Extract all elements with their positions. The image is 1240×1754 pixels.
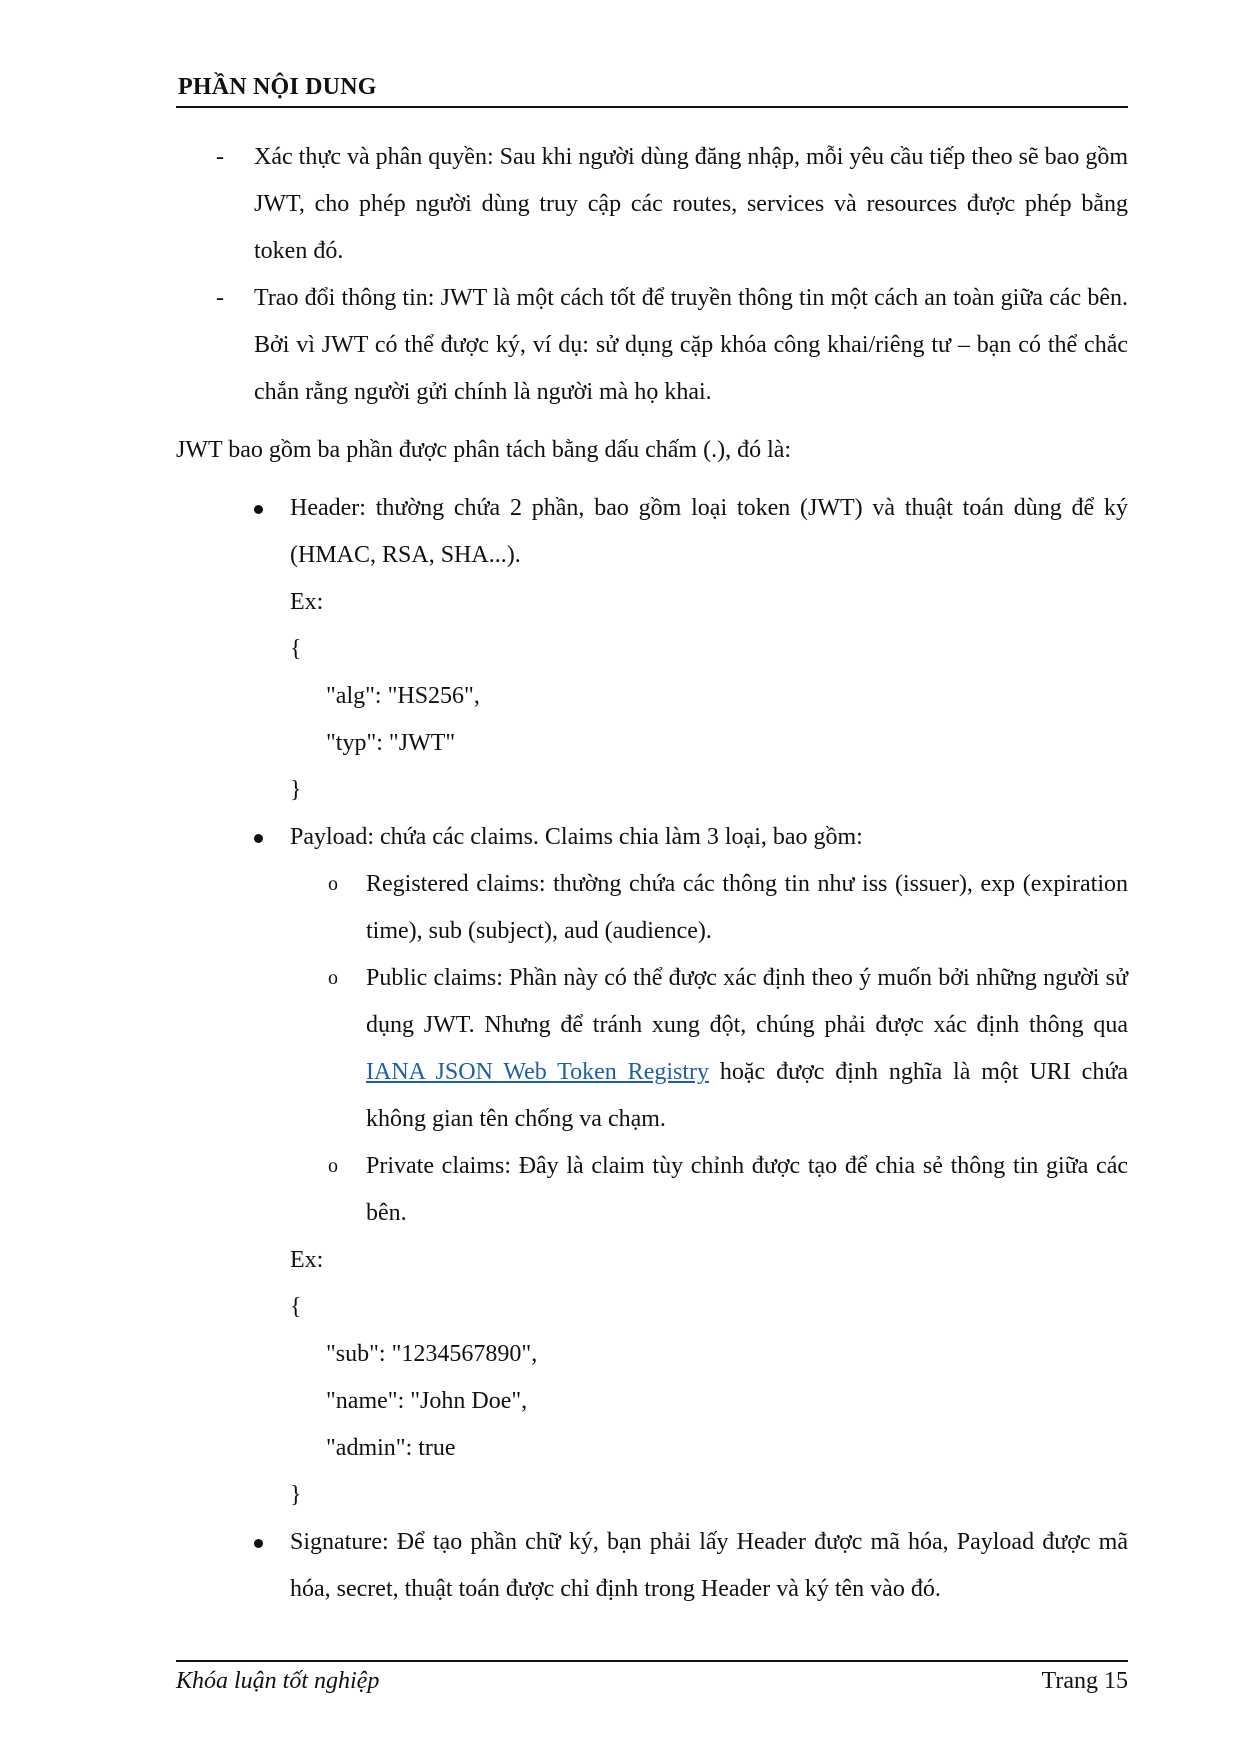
registered-claims-text: Registered claims: thường chứa các thông tin như iss (issuer), exp (expiration time), sub (subject), aud (audience). — [366, 871, 1128, 944]
page-content — [176, 134, 1128, 1613]
bullet-dot-icon — [254, 1539, 263, 1548]
dash-item-information-exchange — [176, 275, 1128, 416]
dash-marker: - — [216, 144, 224, 170]
circle-bullet-icon: o — [328, 873, 338, 895]
signature-description: Signature: Để tạo phần chữ ký, bạn phải lấy Header được mã hóa, Payload được mã hóa, secret, thuật toán được chỉ định trong Header và ký tên vào đó. — [290, 1529, 1128, 1602]
code-line-admin: "admin": true — [326, 1435, 456, 1461]
code-line-typ: "typ": "JWT" — [326, 730, 456, 756]
code-line-sub: "sub": "1234567890", — [326, 1341, 538, 1367]
sub-item-public-claims — [176, 955, 1128, 1143]
example-label: Ex: — [290, 589, 324, 615]
claims-list — [176, 861, 1128, 1237]
code-line-alg: "alg": "HS256", — [326, 683, 480, 709]
header-divider — [176, 106, 1128, 108]
footer-thesis-label: Khóa luận tốt nghiệp — [176, 1668, 380, 1694]
code-close-brace: } — [290, 777, 302, 803]
public-claims-text-start: Public claims: Phần này có thể được xác định theo ý muốn bởi những người sử dụng JWT. Nhưng để tránh xung đột, chúng phải được xác định thông qua — [366, 965, 1128, 1038]
code-close-brace: } — [290, 1482, 302, 1508]
sub-item-registered-claims — [176, 861, 1128, 955]
bullet-dot-icon — [254, 505, 263, 514]
bullet-item-payload — [176, 814, 1128, 1519]
bullet-dot-icon — [254, 834, 263, 843]
bullet-item-header — [176, 485, 1128, 814]
dash-item-authentication — [176, 134, 1128, 275]
dash-item-text: Trao đổi thông tin: JWT là một cách tốt để truyền thông tin một cách an toàn giữa các bên. Bởi vì JWT có thể được ký, ví dụ: sử dụng cặp khóa công khai/riêng tư – bạn có thể chắc chắn rằng người gửi chính là người mà họ khai. — [254, 285, 1128, 405]
footer-divider — [176, 1660, 1128, 1662]
payload-description: Payload: chứa các claims. Claims chia làm 3 loại, bao gồm: — [290, 824, 863, 850]
page-header-title: PHẦN NỘI DUNG — [178, 74, 377, 100]
jwt-parts-list — [176, 485, 1128, 1613]
bullet-item-signature — [176, 1519, 1128, 1613]
dash-item-text: Xác thực và phân quyền: Sau khi người dùng đăng nhập, mỗi yêu cầu tiếp theo sẽ bao gồm JWT, cho phép người dùng truy cập các routes, services và resources được phép bằng token đó. — [254, 144, 1128, 264]
circle-bullet-icon: o — [328, 967, 338, 989]
dash-list — [176, 134, 1128, 416]
example-label: Ex: — [290, 1247, 324, 1273]
public-claims-text-end: hoặc được định nghĩa là một URI chứa không gian tên chống va chạm. — [366, 1059, 1128, 1132]
page-number: Trang 15 — [1041, 1668, 1128, 1694]
jwt-parts-intro: JWT bao gồm ba phần được phân tách bằng dấu chấm (.), đó là: — [176, 437, 792, 463]
code-line-name: "name": "John Doe", — [326, 1388, 528, 1414]
code-open-brace: { — [290, 1294, 302, 1320]
private-claims-text: Private claims: Đây là claim tùy chỉnh được tạo để chia sẻ thông tin giữa các bên. — [366, 1153, 1128, 1226]
dash-marker: - — [216, 285, 224, 311]
header-description: Header: thường chứa 2 phần, bao gồm loại token (JWT) và thuật toán dùng để ký (HMAC, RSA, SHA...). — [290, 495, 1128, 568]
sub-item-private-claims — [176, 1143, 1128, 1237]
circle-bullet-icon: o — [328, 1155, 338, 1177]
code-open-brace: { — [290, 636, 302, 662]
iana-registry-link[interactable]: IANA JSON Web Token Registry — [366, 1059, 710, 1085]
